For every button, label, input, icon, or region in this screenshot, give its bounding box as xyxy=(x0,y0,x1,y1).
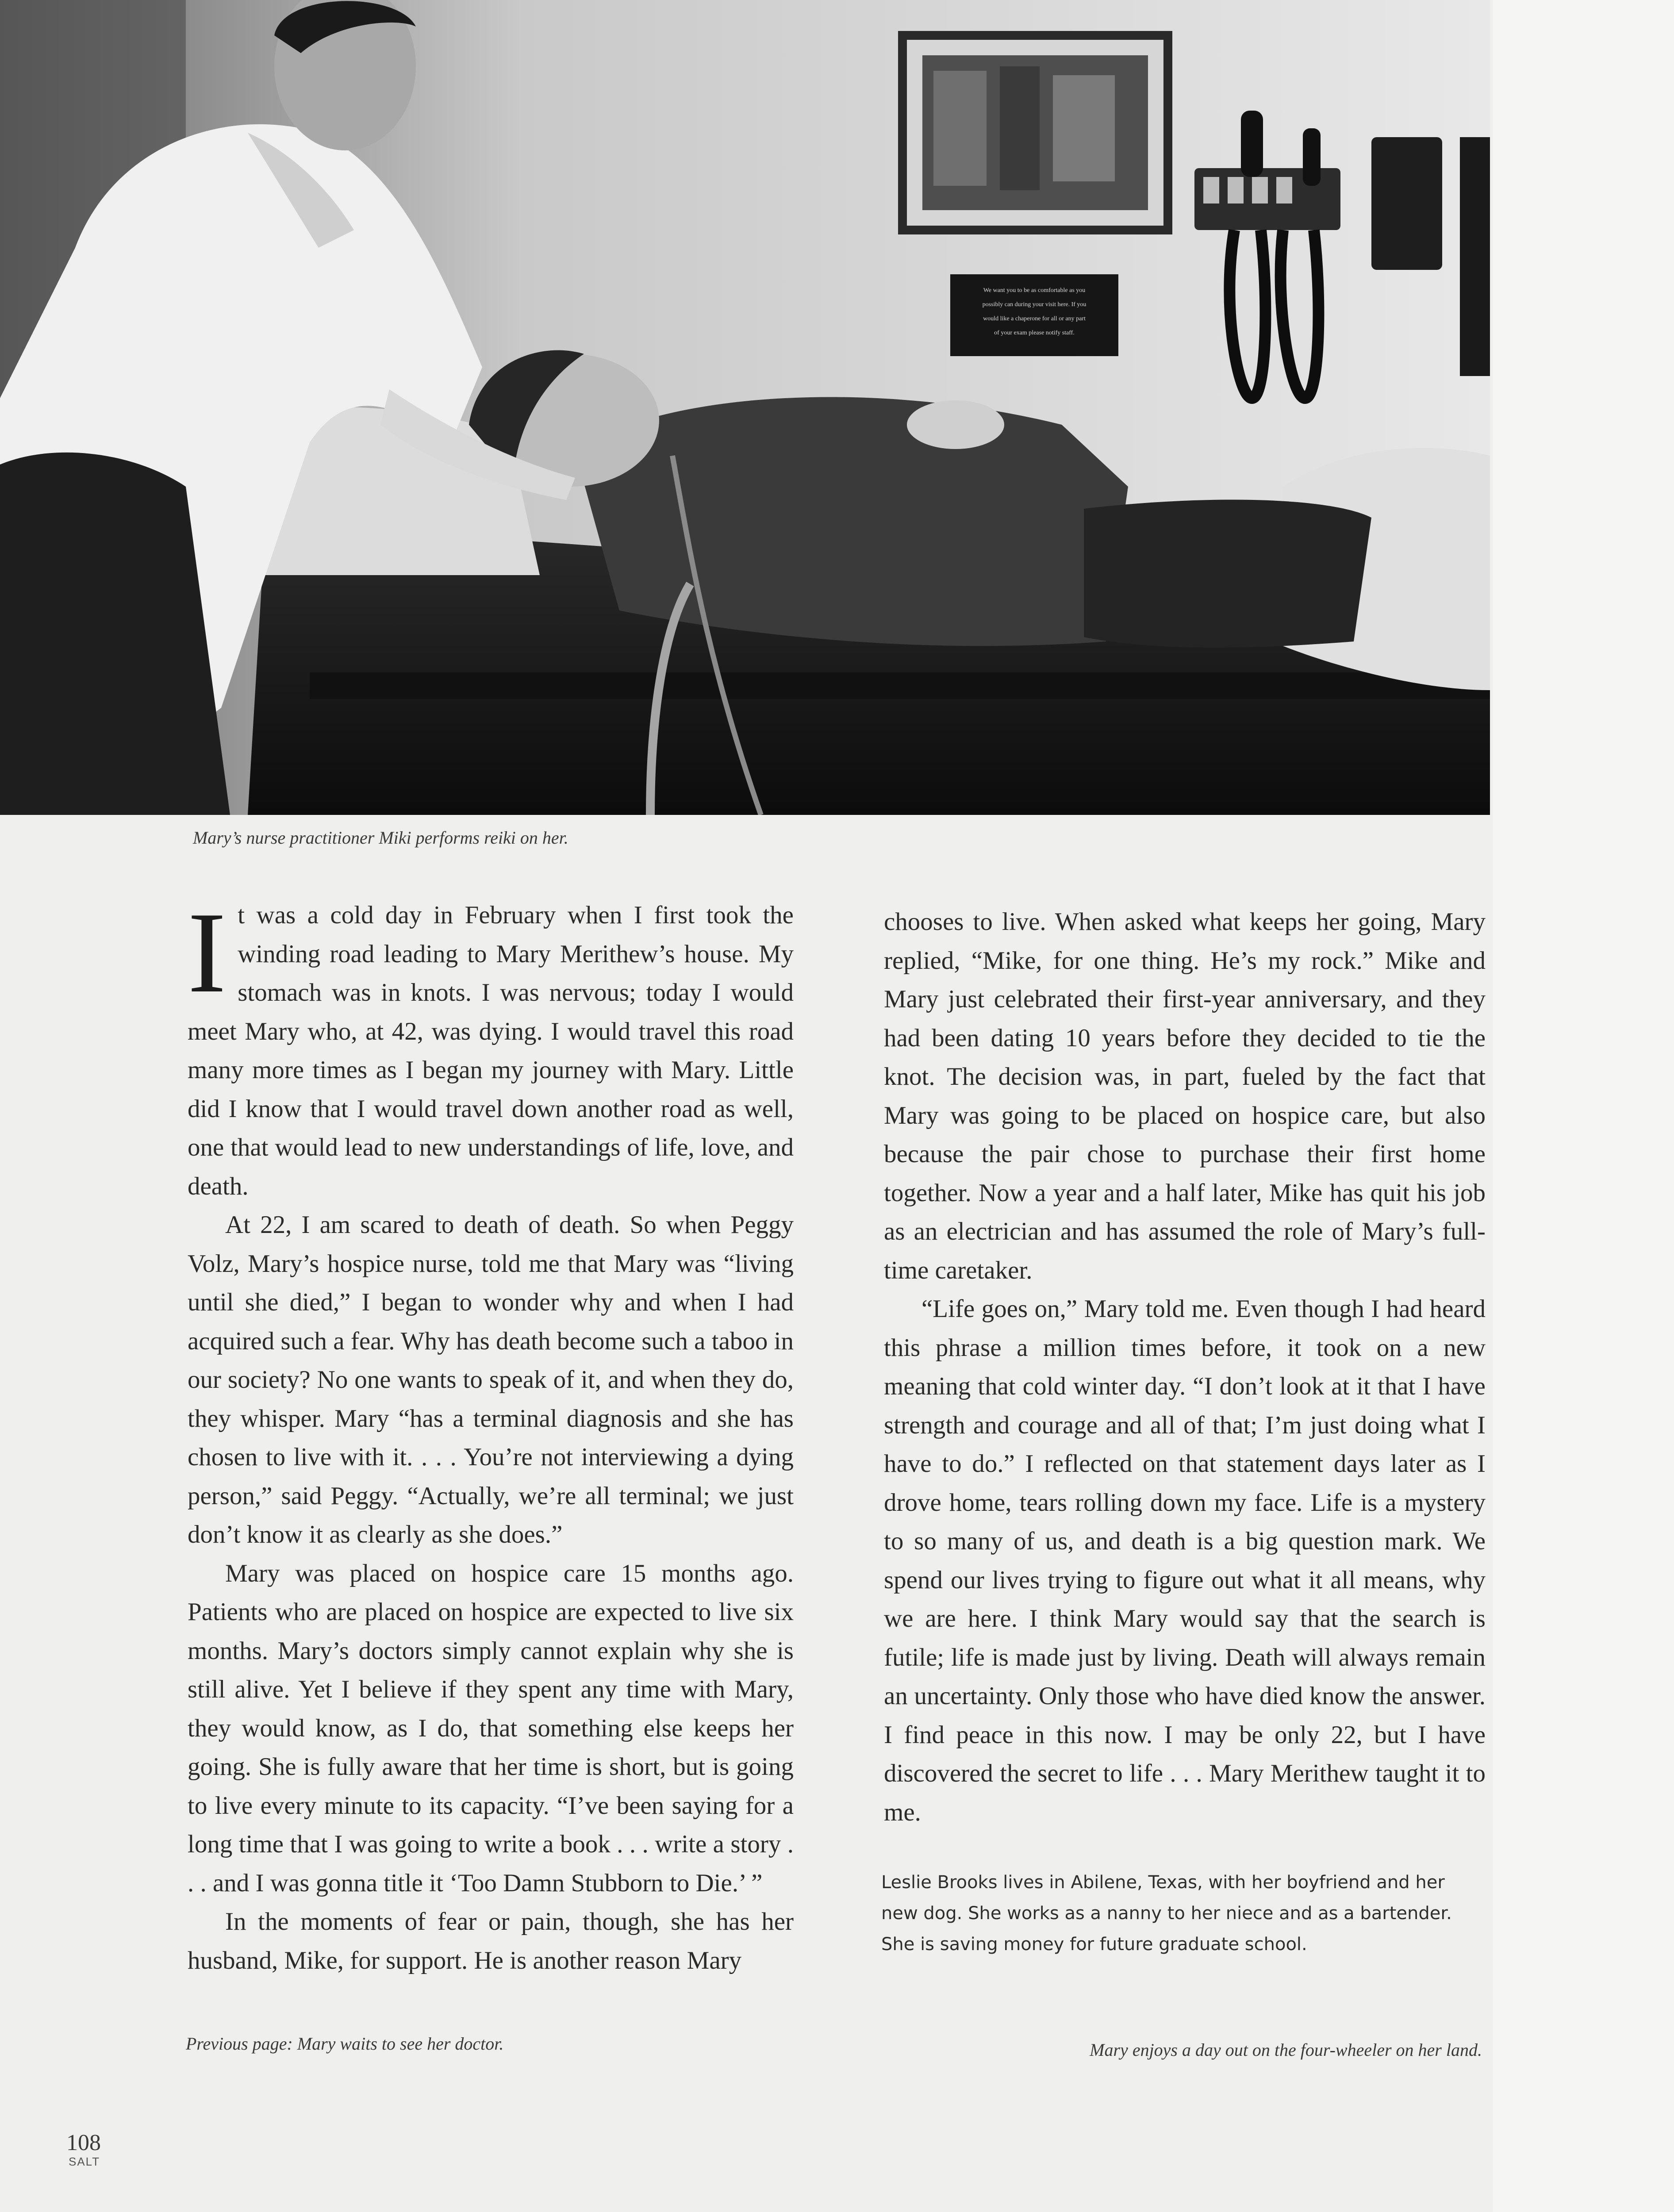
article-paragraph: “Life goes on,” Mary told me. Even though I had heard this phrase a million times before, it took on a new meaning that cold winter day. “I don’t look at it that I have strength and courage and all of that; I’m just doing what I have to do.” I reflected on that statement days later as I drove home, tears rolling down my face. Life is a mystery to so many of us, and death is a big question mark. We spend our lives trying to figure out what it all means, why we are here. I think Mary would say that the search is futile; life is made just by living. Death will always remain an uncertainty. Only those who have died know the answer. I find peace in this now. I may be only 22, but I have discovered the secret to life . . . Mary Merithew taught it to me. xyxy=(884,1295,1486,1826)
article-paragraph: Mary was placed on hospice care 15 months ago. Patients who are placed on hospice are expected to live six months. Mary’s doctors simply cannot explain why she is still alive. Yet I believe if they spent any time with Mary, they would know, as I do, that something else keeps her going. She is fully aware that her time is short, but is going to live every minute to its capacity. “I’ve been saying for a long time that I was going to write a book . . . write a story . . . and I was gonna title it ‘Too Damn Stubborn to Die.’ ” xyxy=(188,1559,794,1897)
article-paragraph: chooses to live. When asked what keeps her going, Mary replied, “Mike, for one thing. He’s my rock.” Mike and Mary just celebrated their first-year anniversary, and they had been dating 10 years before they decided to tie the knot. The decision was, in part, fueled by the fact that Mary was going to be placed on hospice care, but also because the pair chose to purchase their first home together. Now a year and a half later, Mike has quit his job as an electrician and has assumed the role of Mary’s full-time caretaker. xyxy=(884,908,1486,1284)
photo-caption: Mary’s nurse practitioner Miki performs reiki on her. xyxy=(193,828,568,848)
article-photo xyxy=(0,0,1490,815)
wall-sign-line: of your exam please notify staff. xyxy=(994,330,1075,336)
page-margin-strip xyxy=(1493,0,1674,2212)
article-paragraph: At 22, I am scared to death of death. So when Peggy Volz, Mary’s hospice nurse, told me that Mary was “living until she died,” I began to wonder why and when I had acquired such a fear. Why has death become such a taboo in our society? No one wants to speak of it, and when they do, they whisper. Mary “has a terminal diagnosis and she has chosen to live with it. . . . You’re not interviewing a dying person,” said Peggy. “Actually, we’re all terminal; we just don’t know it as clearly as she does.” xyxy=(188,1211,794,1548)
wall-sign-line: We want you to be as comfortable as you xyxy=(983,287,1086,294)
drop-cap: I xyxy=(188,888,227,1017)
article-right-column xyxy=(884,902,1486,1832)
wall-sign-line: possibly can during your visit here. If you xyxy=(982,301,1087,308)
next-page-caption: Mary enjoys a day out on the four-wheeler on her land. xyxy=(1090,2040,1482,2060)
paragraph-text: t was a cold day in February when I first took the winding road leading to Mary Merithew’s house. My stomach was in knots. I was nervous; today I would meet Mary who, at 42, was dying. I would travel this road many more times as I began my journey with Mary. Little did I know that I would travel down another road as well, one that would lead to new understandings of life, love, and death. xyxy=(188,901,794,1200)
reiki-scene-illustration xyxy=(0,0,1490,815)
wall-sign-line: would like a chaperone for all or any part xyxy=(983,315,1086,322)
author-bio: Leslie Brooks lives in Abilene, Texas, with her boyfriend and her new dog. She works as a nanny to her niece and as a bartender. She is saving money for future graduate school. xyxy=(881,1872,1452,1955)
page-number: 108 xyxy=(66,2130,101,2155)
article-left-column xyxy=(188,888,794,1980)
previous-page-caption: Previous page: Mary waits to see her doctor. xyxy=(186,2034,504,2054)
article-paragraph xyxy=(188,888,794,1206)
article-paragraph: In the moments of fear or pain, though, she has her husband, Mike, for support. He is another reason Mary xyxy=(188,1908,794,1974)
magazine-name: SALT xyxy=(69,2155,100,2168)
